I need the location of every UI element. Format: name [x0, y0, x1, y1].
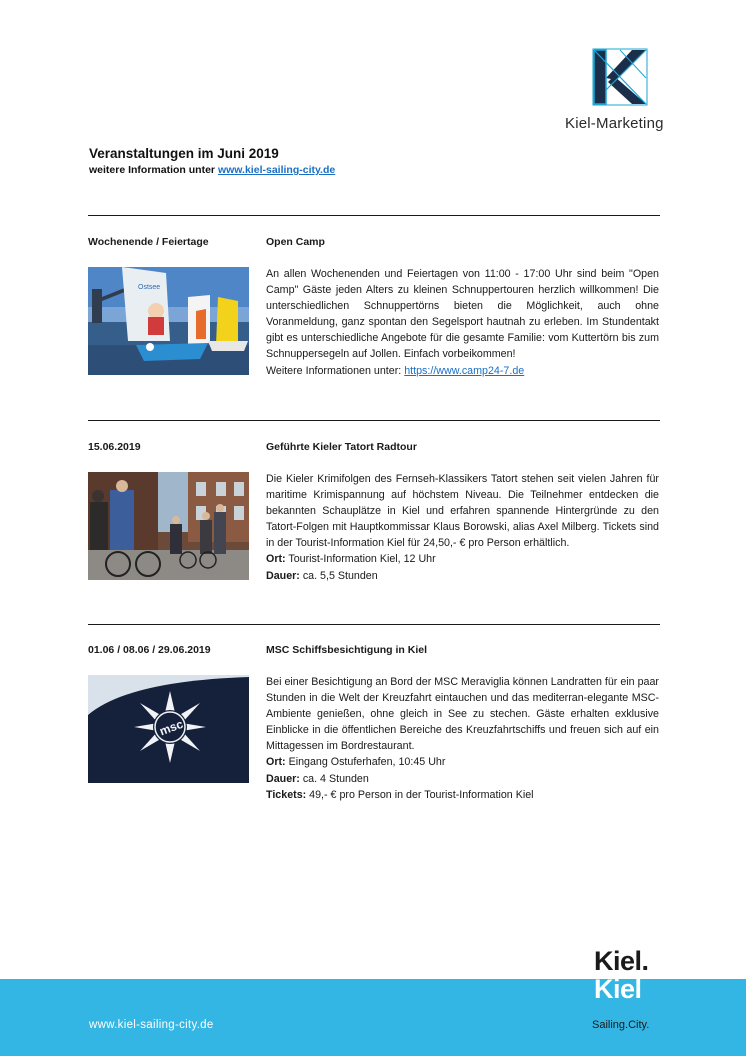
logo-kiel-light: Kiel — [594, 974, 642, 1004]
event-duration — [266, 568, 659, 584]
divider — [88, 215, 660, 216]
event-duration — [266, 771, 659, 787]
brand-name: Kiel-Marketing — [565, 115, 664, 132]
event-place — [266, 754, 659, 770]
page-heading — [89, 146, 335, 176]
duration-value: ca. 5,5 Stunden — [299, 569, 378, 582]
event-text: Bei einer Besichtigung an Bord der MSC Meraviglia können Landratten für ein paar Stunden in die Welt der Kreuzfahrt eintauchen und das mediterran-elegante MSC-Ambiente genießen, ohne gleich in See zu stechen. Gäste erhalten exklusive Einblicke in die öffentlichen Bereiche des Kreuzfahrtschiffs und freuen sich auf ein Mittagessen im Bordrestaurant. — [266, 676, 659, 753]
kiel-sailing-city-logo — [588, 946, 678, 1041]
k-logo-icon — [592, 48, 648, 106]
footer-url[interactable]: www.kiel-sailing-city.de — [89, 1019, 214, 1031]
duration-label: Dauer: — [266, 569, 300, 582]
more-info-line — [89, 164, 335, 176]
event-text: An allen Wochenenden und Feiertagen von 11:00 - 17:00 Uhr sind beim "Open Camp" Gäste jeden Alters zu kleinen Schnuppertouren herzlich willkommen! Die unterschiedlichen Schnuppertörns bieten die Möglichkeit, auch ohne Voranmeldung, ganz spontan den Segelsport hautnah zu erleben. Im Stundentakt gibt es unterschiedliche Angebote für die gesamte Familie: vom Kuttertörn bis zum Schnuppersegeln auf Jollen. Einfach vorbeikommen! — [266, 268, 659, 361]
svg-text:Ostsee: Ostsee — [138, 284, 161, 291]
event-description — [266, 266, 659, 379]
camp-link[interactable]: https://www.camp24-7.de — [404, 364, 525, 377]
event-date: 01.06 / 08.06 / 29.06.2019 — [88, 644, 211, 656]
svg-text:msc: msc — [157, 716, 185, 739]
bike-tour-photo — [88, 472, 249, 580]
page-title: Veranstaltungen im Juni 2019 — [89, 146, 279, 161]
place-label: Ort: — [266, 756, 286, 769]
event-tatort-radtour — [88, 441, 660, 611]
event-description — [266, 471, 659, 584]
duration-label: Dauer: — [266, 772, 300, 785]
divider — [88, 624, 660, 625]
logo-tagline: Sailing.City. — [592, 1019, 650, 1031]
more-info-line — [266, 363, 659, 379]
website-link[interactable]: www.kiel-sailing-city.de — [217, 164, 336, 176]
event-date: Wochenende / Feiertage — [88, 236, 209, 248]
event-text: Die Kieler Krimifolgen des Fernseh-Klassikers Tatort stehen seit vielen Jahren für maritime Krimispannung auf höchstem Niveau. Die Teilnehmer entdecken die bekannten Schauplätze in Kiel und erfahren spannende Hintergründe zu den Tatort-Folgen mit Hauptkommissar Klaus Borowski, alias Axel Milberg. Tickets sind in der Tourist-Information Kiel für 24,50,- € pro Person erhältlich. — [266, 473, 659, 550]
place-label: Ort: — [266, 553, 286, 566]
duration-value: ca. 4 Stunden — [299, 772, 369, 785]
event-title: MSC Schiffsbesichtigung in Kiel — [266, 644, 428, 656]
event-open-camp — [88, 236, 660, 406]
kiel-marketing-logo — [562, 46, 678, 136]
msc-ship-photo — [88, 675, 249, 783]
event-date: 15.06.2019 — [88, 441, 141, 453]
event-tickets — [266, 787, 659, 803]
event-title: Geführte Kieler Tatort Radtour — [266, 441, 417, 453]
divider — [88, 420, 660, 421]
more-info-prefix: weitere Information unter — [89, 164, 218, 176]
tickets-label: Tickets: — [266, 788, 307, 801]
event-title: Open Camp — [266, 236, 325, 248]
tickets-value: 49,- € pro Person in der Tourist-Information Kiel — [306, 788, 534, 801]
more-info-label: Weitere Informationen unter: — [266, 364, 405, 377]
event-place — [266, 551, 659, 567]
sailing-photo — [88, 267, 249, 375]
event-msc-besichtigung — [88, 644, 660, 834]
place-value: Tourist-Information Kiel, 12 Uhr — [285, 553, 436, 566]
place-value: Eingang Ostuferhafen, 10:45 Uhr — [285, 756, 446, 769]
logo-kiel-dark: Kiel. — [594, 946, 649, 976]
event-description — [266, 674, 659, 803]
